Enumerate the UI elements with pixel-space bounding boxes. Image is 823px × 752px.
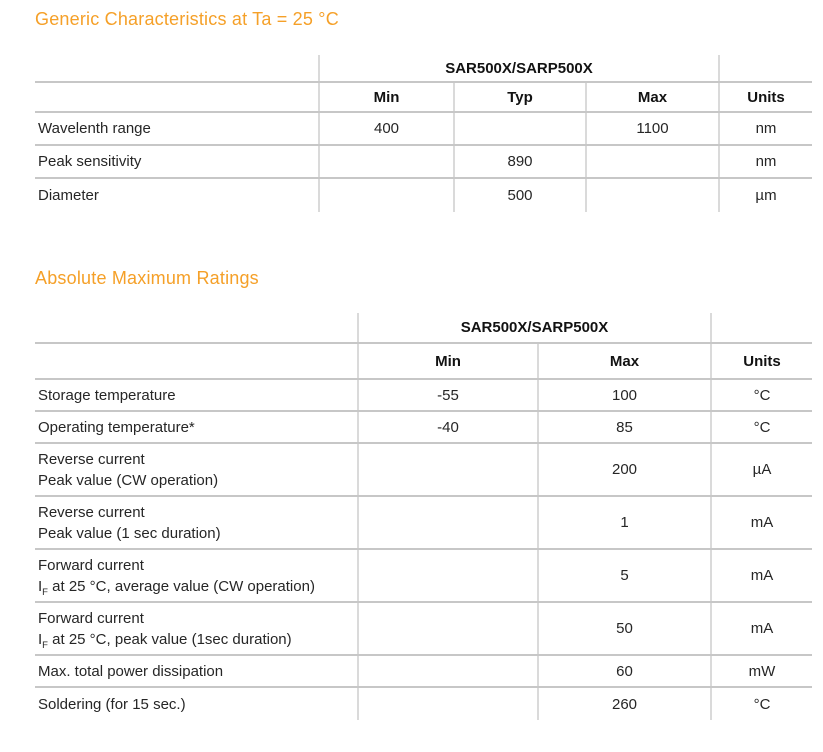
label-text: Forward current [38, 556, 144, 574]
units-cell: mW [710, 656, 812, 686]
column-header-row [35, 83, 812, 113]
row-label-cell [35, 179, 318, 212]
row-label-cell [35, 146, 318, 177]
value-cell-typ [453, 113, 585, 144]
row-label-line [38, 185, 99, 206]
table-row [35, 444, 812, 497]
value-cell-min [357, 550, 537, 601]
table-row [35, 380, 812, 412]
group-units-spacer-cell [710, 313, 812, 342]
value-cell-min [318, 146, 453, 177]
row-label-cell [35, 688, 357, 720]
label-text: Operating temperature* [38, 418, 195, 436]
row-label-line [38, 555, 144, 576]
table-row [35, 179, 812, 212]
units-cell: µm [718, 179, 812, 212]
absolute-maximum-ratings-title: Absolute Maximum Ratings [35, 268, 259, 288]
units-cell: mA [710, 497, 812, 548]
label-text: at 25 °C, peak value (1sec duration) [47, 630, 292, 648]
label-text: Storage temperature [38, 386, 176, 404]
value-cell-min: -55 [357, 380, 537, 410]
value-cell-max: 5 [537, 550, 710, 601]
row-label-line [38, 118, 151, 139]
row-label-cell [35, 603, 357, 654]
label-text: I [38, 630, 43, 648]
group-header-cell: SAR500X/SARP500X [318, 55, 718, 81]
label-text: Peak sensitivity [38, 153, 142, 170]
group-header-row [35, 55, 812, 83]
value-cell-min: 400 [318, 113, 453, 144]
column-header-units: Units [718, 83, 812, 111]
group-header-row [35, 313, 812, 344]
value-cell-max: 100 [537, 380, 710, 410]
row-label-line [38, 694, 186, 715]
column-header-min: Min [318, 83, 453, 111]
table-row [35, 603, 812, 656]
table-row [35, 412, 812, 444]
row-label-line [38, 608, 144, 629]
value-cell-max: 1100 [585, 113, 718, 144]
row-label-line [38, 576, 315, 597]
label-text: Reverse current [38, 503, 145, 521]
units-cell: nm [718, 113, 812, 144]
group-units-spacer-cell [718, 55, 812, 81]
column-header-row [35, 344, 812, 380]
label-text: Forward current [38, 609, 144, 627]
row-label-line [38, 629, 292, 650]
value-cell-min [357, 444, 537, 495]
row-label-line [38, 449, 145, 470]
value-cell-min [357, 688, 537, 720]
generic-characteristics-table [35, 55, 812, 212]
value-cell-min [357, 497, 537, 548]
absolute-maximum-ratings-table [35, 313, 812, 720]
table-row [35, 113, 812, 146]
subscript-text: F [42, 586, 48, 598]
row-label-line [38, 385, 176, 406]
units-cell: mA [710, 603, 812, 654]
value-cell-max: 260 [537, 688, 710, 720]
table-row [35, 550, 812, 603]
value-cell-min [357, 603, 537, 654]
row-label-cell [35, 412, 357, 442]
row-label-cell [35, 656, 357, 686]
label-text: Reverse current [38, 450, 145, 468]
row-label-line [38, 502, 145, 523]
value-cell-max [585, 146, 718, 177]
row-label-line [38, 523, 221, 544]
column-header-max: Max [537, 344, 710, 378]
units-cell: mA [710, 550, 812, 601]
label-text: Max. total power dissipation [38, 662, 224, 680]
column-header-max: Max [585, 83, 718, 111]
units-cell: nm [718, 146, 812, 177]
value-cell-max [585, 179, 718, 212]
value-cell-min: -40 [357, 412, 537, 442]
column-header-units: Units [710, 344, 812, 378]
value-cell-max: 1 [537, 497, 710, 548]
row-label-line [38, 661, 223, 682]
table-row [35, 497, 812, 550]
units-cell: °C [710, 412, 812, 442]
value-cell-max: 200 [537, 444, 710, 495]
label-text: Peak value (1 sec duration) [38, 524, 221, 542]
table-row [35, 656, 812, 688]
row-label-line [38, 470, 218, 491]
row-label-cell [35, 113, 318, 144]
generic-characteristics-title: Generic Characteristics at Ta = 25 °C [35, 9, 339, 29]
units-cell: µA [710, 444, 812, 495]
group-spacer-cell [35, 313, 357, 342]
label-text: Soldering (for 15 sec.) [38, 695, 186, 713]
header-label-spacer-cell [35, 344, 357, 378]
column-header-min: Min [357, 344, 537, 378]
label-text: at 25 °C, average value (CW operation) [47, 577, 315, 595]
column-header-typ: Typ [453, 83, 585, 111]
label-text: Wavelenth range [38, 120, 151, 137]
group-spacer-cell [35, 55, 318, 81]
value-cell-max: 60 [537, 656, 710, 686]
units-cell: °C [710, 688, 812, 720]
value-cell-max: 85 [537, 412, 710, 442]
value-cell-max: 50 [537, 603, 710, 654]
subscript-text: F [42, 639, 48, 651]
table-row [35, 146, 812, 179]
label-text: I [38, 577, 43, 595]
value-cell-min [357, 656, 537, 686]
row-label-line [38, 151, 141, 172]
table-row [35, 688, 812, 720]
row-label-cell [35, 444, 357, 495]
label-text: Peak value (CW operation) [38, 471, 219, 489]
units-cell: °C [710, 380, 812, 410]
row-label-cell [35, 497, 357, 548]
label-text: Diameter [38, 187, 99, 204]
group-header-cell: SAR500X/SARP500X [357, 313, 710, 342]
row-label-line [38, 417, 195, 438]
row-label-cell [35, 380, 357, 410]
value-cell-typ: 890 [453, 146, 585, 177]
row-label-cell [35, 550, 357, 601]
header-label-spacer-cell [35, 83, 318, 111]
value-cell-min [318, 179, 453, 212]
value-cell-typ: 500 [453, 179, 585, 212]
